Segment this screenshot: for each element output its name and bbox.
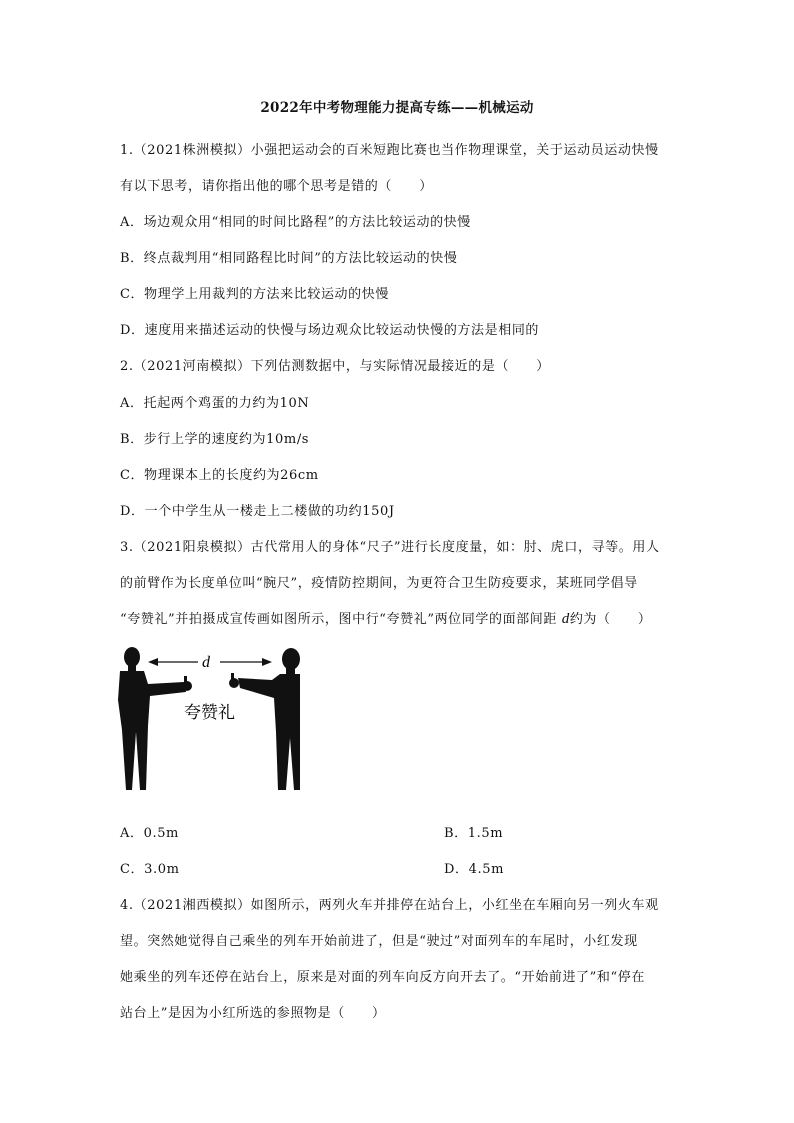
q2-option-c: C．物理课本上的长度约为26cm <box>120 468 319 483</box>
q4-stem-line-2: 望。突然她觉得自己乘坐的列车开始前进了，但是“驶过”对面列车的车尾时，小红发现 <box>120 934 638 949</box>
distance-label-d: d <box>202 654 210 671</box>
q3-stem-line-1: 3.（2021阳泉模拟）古代常用人的身体“尺子”进行长度度量，如：肘、虎口，寻等。用人 <box>120 540 660 555</box>
page-title: 2022年中考物理能力提高专练——机械运动 <box>260 100 534 116</box>
q1-stem-line-1: 1.（2021株洲模拟）小强把运动会的百米短跑比赛也当作物理课堂，关于运动员运动快慢 <box>120 143 659 158</box>
q1-option-a: A．场边观众用“相同的时间比路程”的方法比较运动的快慢 <box>120 215 471 230</box>
figure-caption: 夸赞礼 <box>184 703 235 722</box>
q2-option-b: B．步行上学的速度约为10m/s <box>120 432 310 447</box>
q3-option-b: B．1.5m <box>444 826 504 841</box>
q1-option-c: C．物理学上用裁判的方法来比较运动的快慢 <box>120 287 389 302</box>
q4-stem-line-1: 4.（2021湘西模拟）如图所示，两列火车并排停在站台上，小红坐在车厢向另一列火车观 <box>120 898 659 913</box>
distance-arrow <box>148 658 272 666</box>
left-person-silhouette <box>118 647 192 790</box>
q3-option-c: C．3.0m <box>120 862 180 877</box>
q3-option-a: A．0.5m <box>120 826 179 841</box>
q3-stem-line-3 <box>120 608 651 628</box>
right-person-silhouette <box>229 648 300 790</box>
kuazanli-figure <box>110 640 300 805</box>
q4-stem-line-3: 她乘坐的列车还停在站台上，原来是对面的列车向反方向开去了。“开始前进了”和“停在 <box>120 970 645 985</box>
variable-d: d <box>561 611 570 627</box>
q3-stem-line-3-tail: 约为（ ） <box>569 612 652 627</box>
q3-stem-line-2: 的前臂作为长度单位叫“腕尺”，疫情防控期间，为更符合卫生防疫要求，某班同学倡导 <box>120 576 638 591</box>
q2-stem-line-1: 2.（2021河南模拟）下列估测数据中，与实际情况最接近的是（ ） <box>120 359 550 374</box>
q3-stem-line-3-text: “夸赞礼”并拍摄成宣传画如图所示，图中行“夸赞礼”两位同学的面部间距 <box>120 612 557 627</box>
q3-option-d: D．4.5m <box>444 862 505 877</box>
q2-option-d: D．一个中学生从一楼走上二楼做的功约150J <box>120 504 395 519</box>
q2-option-a: A．托起两个鸡蛋的力约为10N <box>120 396 310 411</box>
q1-stem-line-2: 有以下思考，请你指出他的哪个思考是错的（ ） <box>120 179 433 194</box>
q4-stem-line-4: 站台上”是因为小红所选的参照物是（ ） <box>120 1006 386 1021</box>
q1-option-d: D．速度用来描述运动的快慢与场边观众比较运动快慢的方法是相同的 <box>120 323 540 338</box>
q1-option-b: B．终点裁判用“相同路程比时间”的方法比较运动的快慢 <box>120 251 458 266</box>
